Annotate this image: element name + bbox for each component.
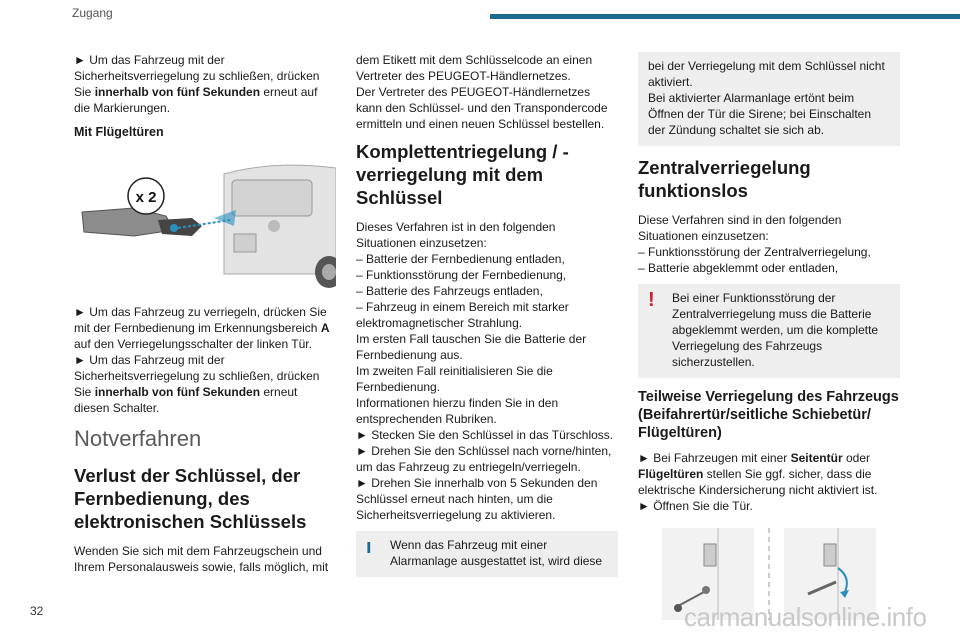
- warning-icon: !: [648, 289, 655, 311]
- page-number: 32: [30, 604, 44, 618]
- column-2: [356, 52, 618, 587]
- press-twice-label: x 2: [135, 189, 157, 206]
- subheading-wing-doors: Mit Flügeltüren: [74, 125, 164, 139]
- heading-partial-locking: Teilweise Verriegelung des Fahrzeugs (Beifahrertür/seitliche Schiebetür/ Flügeltüren): [638, 389, 899, 441]
- paragraph: Diese Verfahren sind in den folgenden Situationen einzusetzen: – Funktionsstörung der Zentralverriegelung, – Batterie abgeklemmt oder entladen,: [638, 213, 871, 275]
- paragraph: Dieses Verfahren ist in den folgenden Situationen einzusetzen: – Batterie der Fernbedienung entladen, – Funktionsstörung der Fernbedienung, – Batterie des Fahrzeugs entladen, – Fahrzeug in einem Bereich mit starker elektromagnetischer Strahlung. Im ersten Fall tauschen Sie die Batterie der Fernbedienung aus. Im zweiten Fall reinitialisieren Sie die Fernbedienung. Informationen hierzu finden Sie in den entsprechenden Rubriken. ► Stecken Sie den Schlüssel in das Türschloss. ► Drehen Sie den Schlüssel nach vorne/hinten, um das Fahrzeug zu entriegeln/verriegeln. ► Drehen Sie innerhalb von 5 Sekunden den Schlüssel erneut nach hinten, um die Sicherheitsverriegelung zu aktivieren.: [356, 220, 614, 522]
- info-note: ı Wenn das Fahrzeug mit einer Alarmanlage ausgestattet ist, wird diese: [356, 531, 618, 577]
- info-icon: ı: [366, 536, 372, 558]
- paragraph: dem Etikett mit dem Schlüsselcode an einen Vertreter des PEUGEOT-Händlernetzes. Der Vertreter des PEUGEOT-Händlernetzes kann den Schlüssel- und den Transpondercode ermitteln und einen neuen Schlüssel bestellen.: [356, 53, 608, 131]
- heading-central-locking-failure: Zentralverriegelung funktionslos: [638, 157, 811, 201]
- paragraph: ► Bei Fahrzeugen mit einer Seitentür oder Flügeltüren stellen Sie ggf. sicher, dass die elektrische Kindersicherung nicht aktiviert ist. ► Öffnen Sie die Tür.: [638, 451, 878, 513]
- paragraph: ► Um das Fahrzeug zu verriegeln, drücken Sie mit der Fernbedienung im Erkennungsbereich A auf den Verriegelungsschalter der linken Tür. ► Um das Fahrzeug mit der Sicherheitsverriegelung zu schließen, drücken Sie innerhalb von fünf Sekunden erneut diesen Schalter.: [74, 305, 330, 415]
- paragraph: ► Um das Fahrzeug mit der Sicherheitsverriegelung zu schließen, drücken Sie innerhalb von fünf Sekunden erneut auf die Markierungen.: [74, 53, 320, 115]
- column-3: [638, 52, 900, 624]
- info-note-continued: bei der Verriegelung mit dem Schlüssel nicht aktiviert. Bei aktivierter Alarmanlage ertönt beim Öffnen der Tür die Sirene; bei Einschalten der Zündung schaltet sie sich ab.: [638, 52, 900, 146]
- remote-key-rear-door-illustration: [74, 154, 336, 294]
- running-header: Zugang: [72, 6, 113, 20]
- header-accent-bar: [490, 14, 960, 19]
- watermark: carmanualsonline.info: [684, 602, 927, 632]
- column-1: [74, 52, 336, 583]
- paragraph: Wenden Sie sich mit dem Fahrzeugschein und Ihrem Personalausweis sowie, falls möglich, mit: [74, 544, 329, 574]
- heading-key-locking: Komplettentriegelung / -verriegelung mit dem Schlüssel: [356, 141, 569, 208]
- section-title: Notverfahren: [74, 426, 202, 451]
- heading-lost-keys: Verlust der Schlüssel, der Fernbedienung, des elektronischen Schlüssels: [74, 465, 307, 532]
- warning-note: ! Bei einer Funktionsstörung der Zentralverriegelung muss die Batterie abgeklemmt werden, um die komplette Verriegelung des Fahrzeugs sicherzustellen.: [638, 284, 900, 378]
